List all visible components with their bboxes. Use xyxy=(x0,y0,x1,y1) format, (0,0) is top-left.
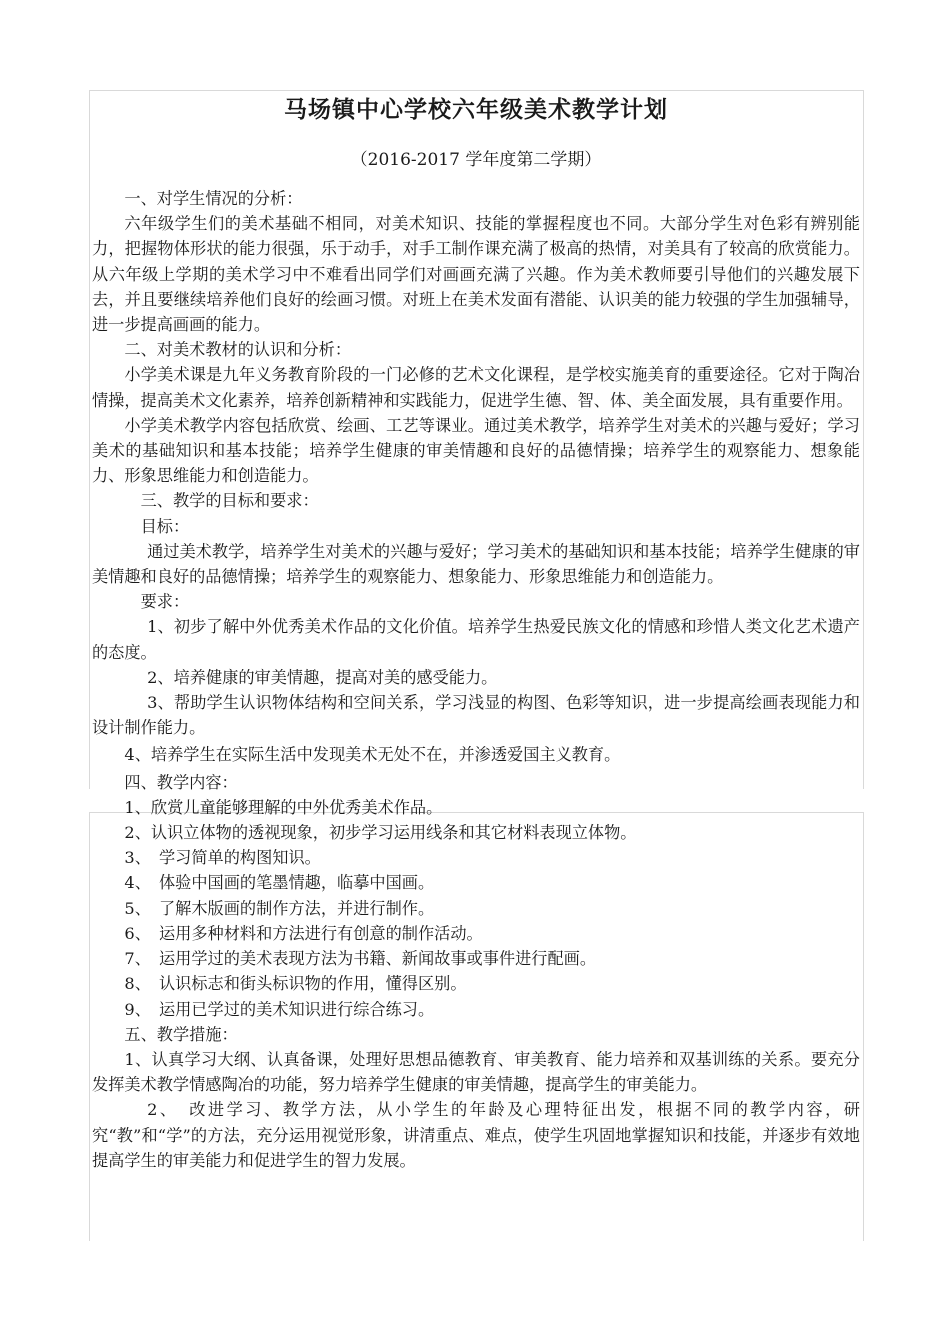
content-item: 6、 运用多种材料和方法进行有创意的制作活动。 xyxy=(124,923,483,943)
section-heading-4: 四、教学内容： xyxy=(124,772,238,792)
section-heading-2: 二、对美术教材的认识和分析： xyxy=(124,340,352,360)
content-item: 8、 认识标志和街头标识物的作用，懂得区别。 xyxy=(124,974,467,994)
content-item: 9、 运用已学过的美术知识进行综合练习。 xyxy=(124,999,435,1019)
content-item: 7、 运用学过的美术表现方法为书籍、新闻故事或事件进行配画。 xyxy=(124,949,597,969)
requirement-label: 要求： xyxy=(140,592,190,612)
section-2-paragraph-1: 小学美术课是九年义务教育阶段的一门必修的艺术文化课程，是学校实施美育的重要途径。它对于陶冶情操，提高美术文化素养，培养创新精神和实践能力，促进学生德、智、体、美全面发展，具有重要作用。 xyxy=(92,365,860,410)
content-item: 5、 了解木版画的制作方法，并进行制作。 xyxy=(124,898,435,918)
requirement-item: 1、初步了解中外优秀美术作品的文化价值。培养学生热爱民族文化的情感和珍惜人类文化艺术遗产的态度。 xyxy=(92,617,860,662)
content-item: 4、 体验中国画的笔墨情趣，临摹中国画。 xyxy=(124,873,435,893)
measure-paragraph-1: 1、认真学习大纲、认真备课，处理好思想品德教育、审美教育、能力培养和双基训练的关系。要充分发挥美术教学情感陶冶的功能，努力培养学生健康的审美情趣，提高学生的审美能力。 xyxy=(92,1049,860,1095)
content-item: 3、 学习简单的构图知识。 xyxy=(124,848,321,868)
document-body xyxy=(92,186,860,1173)
goal-label: 目标： xyxy=(140,516,190,536)
content-item: 1、欣赏儿童能够理解的中外优秀美术作品。 xyxy=(124,797,443,817)
section-2-paragraph-2: 小学美术教学内容包括欣赏、绘画、工艺等课业。通过美术教学，培养学生对美术的兴趣与爱好；学习美术的基础知识和基本技能；培养学生健康的审美情趣和良好的品德情操；培养学生的观察能力、想象能力、形象思维能力和创造能力。 xyxy=(92,415,860,486)
document-title: 马场镇中心学校六年级美术教学计划 xyxy=(284,96,668,123)
section-heading-3: 三、教学的目标和要求： xyxy=(140,491,319,511)
section-heading-5: 五、教学措施： xyxy=(124,1024,238,1044)
measure-paragraph-2: 2、 改进学习、教学方法，从小学生的年龄及心理特征出发，根据不同的教学内容，研究“教”和“学”的方法，充分运用视觉形象，讲清重点、难点，使学生巩固地掌握知识和技能，并逐步有效地提高学生的审美能力和促进学生的智力发展。 xyxy=(92,1100,860,1170)
requirement-item: 4、培养学生在实际生活中发现美术无处不在，并渗透爱国主义教育。 xyxy=(124,745,621,765)
requirement-item: 2、培养健康的审美情趣，提高对美的感受能力。 xyxy=(147,667,498,687)
content-item: 2、认识立体物的透视现象，初步学习运用线条和其它材料表现立体物。 xyxy=(124,823,637,843)
section-1-paragraph: 六年级学生们的美术基础不相同，对美术知识、技能的掌握程度也不同。大部分学生对色彩有辨别能力，把握物体形状的能力很强，乐于动手，对手工制作课充满了极高的热情，对美具有了较高的欣赏能力。从六年级上学期的美术学习中不难看出同学们对画画充满了兴趣。作为美术教师要引导他们的兴趣发展下去，并且要继续培养他们良好的绘画习惯。对班上在美术发面有潜能、认识美的能力较强的学生加强辅导，进一步提高画画的能力。 xyxy=(92,214,860,335)
requirement-item: 3、帮助学生认识物体结构和空间关系，学习浅显的构图、色彩等知识，进一步提高绘画表现能力和设计制作能力。 xyxy=(92,693,860,738)
document-subtitle: （2016-2017 学年度第二学期） xyxy=(350,150,602,170)
section-heading-1: 一、对学生情况的分析： xyxy=(124,189,303,208)
goal-paragraph: 通过美术教学，培养学生对美术的兴趣与爱好；学习美术的基础知识和基本技能；培养学生健康的审美情趣和良好的品德情操；培养学生的观察能力、想象能力、形象思维能力和创造能力。 xyxy=(92,541,860,587)
